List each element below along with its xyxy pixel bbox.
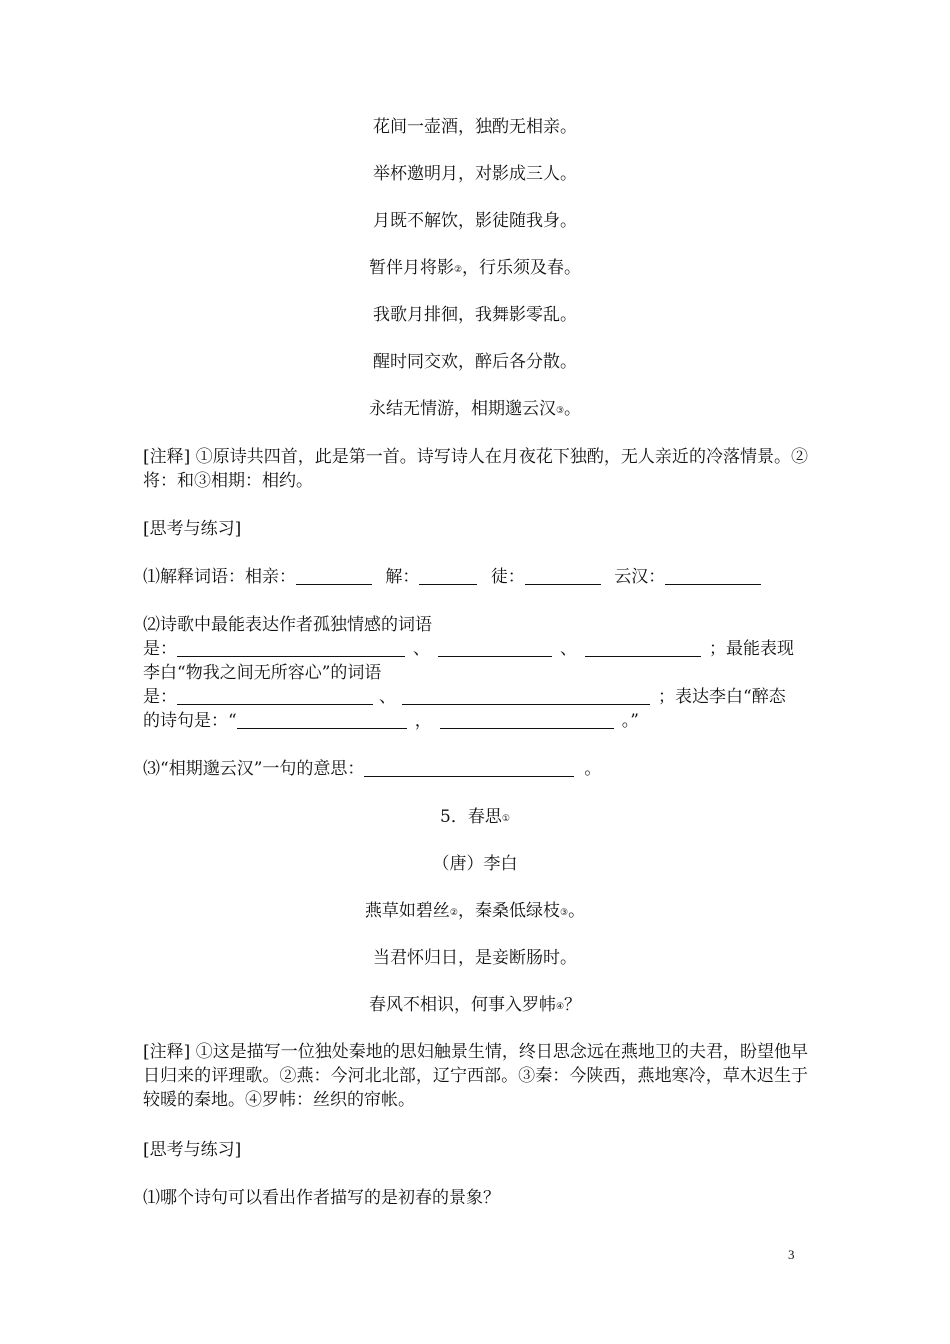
title-text: 5．春思 xyxy=(440,807,502,827)
answer-blank[interactable] xyxy=(177,688,373,705)
separator: 、 xyxy=(413,639,430,659)
separator: 、 xyxy=(560,639,577,659)
answer-blank[interactable] xyxy=(419,568,477,585)
poem-title xyxy=(0,806,950,830)
question-2-line xyxy=(143,710,808,732)
poem-line: 举杯邀明月，对影成三人。 xyxy=(373,164,577,184)
question-text: 是： xyxy=(143,639,177,659)
note-mark: ② xyxy=(453,265,463,275)
answer-blank[interactable] xyxy=(177,640,405,657)
note-mark: ③ xyxy=(555,406,565,416)
term-label: 云汉： xyxy=(614,567,666,587)
answer-blank[interactable] xyxy=(440,712,614,729)
section-heading: [思考与练习] xyxy=(143,1140,242,1160)
term-label: 徒： xyxy=(490,567,525,587)
section-heading: [思考与练习] xyxy=(143,519,242,539)
poem-line xyxy=(0,900,950,924)
poem-text: 春风不相识，何事入罗帏 xyxy=(368,995,556,1015)
question-2-line xyxy=(143,638,808,660)
poem-author: （唐）李白 xyxy=(432,854,518,874)
poem-text: 。 xyxy=(564,399,582,419)
answer-blank[interactable] xyxy=(364,760,574,777)
page-number: 3 xyxy=(788,1247,795,1262)
poem-text: ？ xyxy=(564,995,582,1015)
question-text: 的诗句是：“ xyxy=(143,711,237,731)
question-1: ⑴哪个诗句可以看出作者描写的是初春的景象？ xyxy=(143,1188,500,1208)
poem-notes: [注释] ①这是描写一位独处秦地的思妇触景生情，终日思念远在燕地卫的夫君，盼望他早日归来的评理歌。②燕：今河北北部，辽宁西部。③秦：今陕西，燕地寒冷，草木迟生于较暖的秦地。④罗帏：丝织的帘帐。 xyxy=(143,1042,808,1110)
question-3 xyxy=(143,758,808,780)
answer-blank[interactable] xyxy=(585,640,701,657)
question-text: ；表达李白“醉态 xyxy=(658,687,786,707)
answer-blank[interactable] xyxy=(296,568,372,585)
poem-notes: [注释] ①原诗共四首，此是第一首。诗写诗人在月夜花下独酌，无人亲近的冷落情景。②将：和③相期：相约。 xyxy=(143,447,808,491)
question-text: 。” xyxy=(621,711,639,731)
poem-line xyxy=(0,994,950,1018)
poem-line: 当君怀归日，是妾断肠时。 xyxy=(373,948,577,968)
separator: 、 xyxy=(379,687,396,707)
poem-line: 月既不解饮，影徒随我身。 xyxy=(373,211,577,231)
note-mark: ② xyxy=(449,908,458,918)
poem-line: 我歌月排徊，我舞影零乱。 xyxy=(373,305,577,325)
answer-blank[interactable] xyxy=(402,688,650,705)
question-1 xyxy=(143,566,808,588)
note-mark: ① xyxy=(501,814,510,824)
note-mark: ③ xyxy=(560,908,569,918)
poem-line xyxy=(0,257,950,281)
poem-line: 花间一壶酒，独酌无相亲。 xyxy=(373,117,577,137)
term-label: 相亲： xyxy=(245,567,296,587)
question-2-text: ⑵诗歌中最能表达作者孤独情感的词语 xyxy=(143,615,432,635)
poem-text: ，行乐须及春。 xyxy=(462,258,582,278)
answer-blank[interactable] xyxy=(237,712,407,729)
question-2-text: 李白“物我之间无所容心”的词语 xyxy=(143,663,382,683)
question-text: 是： xyxy=(143,687,177,707)
poem-text: ，秦桑低绿枝 xyxy=(458,901,560,921)
poem-text: 永结无情游，相期邈云汉 xyxy=(368,399,556,419)
separator: ， xyxy=(414,711,432,731)
poem-text: 燕草如碧丝 xyxy=(364,901,450,921)
answer-blank[interactable] xyxy=(438,640,552,657)
question-2-line xyxy=(143,686,808,708)
poem-line: 醒时同交欢，醉后各分散。 xyxy=(373,352,577,372)
question-text: ⑴解释词语： xyxy=(143,567,245,587)
question-text: ⑶“相期邈云汉”一句的意思： xyxy=(143,759,365,779)
poem-text: 。 xyxy=(568,901,586,921)
poem-text: 暂伴月将影 xyxy=(368,258,454,278)
answer-blank[interactable] xyxy=(525,568,601,585)
poem-line xyxy=(0,398,950,422)
question-text: ；最能表现 xyxy=(709,639,794,659)
term-label: 解： xyxy=(385,567,420,587)
note-mark: ④ xyxy=(555,1002,565,1012)
question-text: 。 xyxy=(584,759,602,779)
answer-blank[interactable] xyxy=(665,568,761,585)
